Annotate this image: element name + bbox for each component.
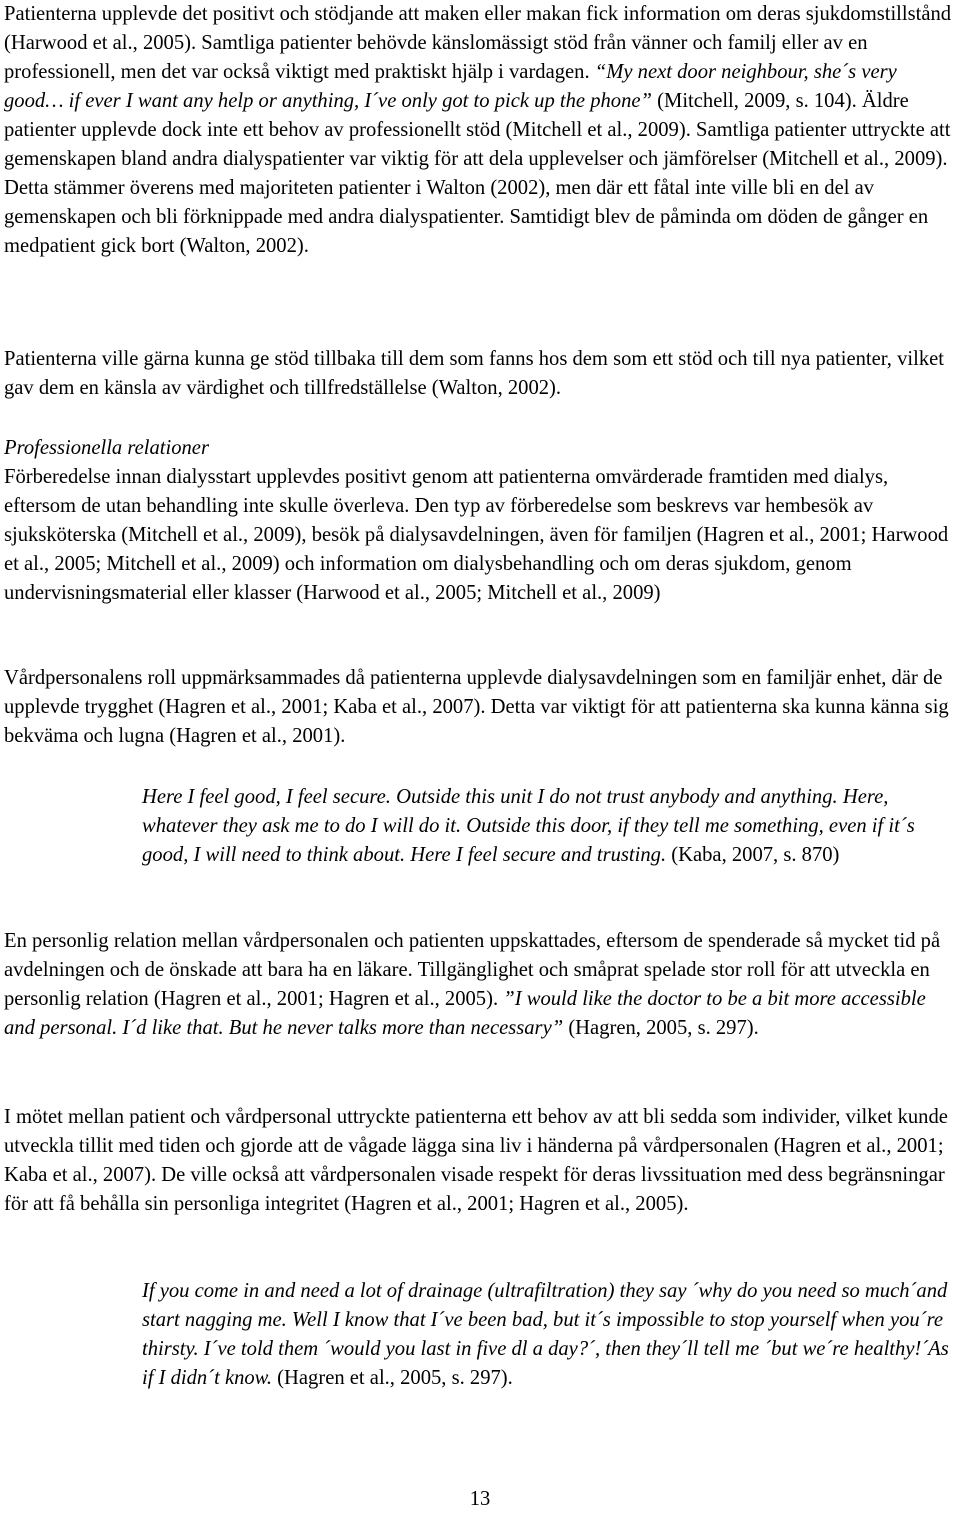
- paragraph-staff-role: Vårdpersonalens roll uppmärksammades då patienterna upplevde dialysavdelningen som en familjär enhet, där de upplevde trygghet (Hagren et al., 2001; Kaba et al., 2007). Detta var viktigt för att patienterna ska kunna känna sig bekväma och lugna (Hagren et al., 2001).: [4, 667, 949, 747]
- italic-quote: ”I would like the doctor to be a bit more accessible and personal. I´d like that. But he never talks more than necessary”: [4, 988, 926, 1039]
- block-quote-kaba: [142, 783, 958, 870]
- paragraph-text: (Hagren, 2005, s. 297).: [563, 1017, 759, 1039]
- quote-text: If you come in and need a lot of drainage (ultrafiltration) they say ´why do you need so much´and start nagging me. Well I know that I´ve been bad, but it´s impossible to stop yourself when you´re thirsty. I´ve told them ´would you last in five dl a day?´, then they´ll tell me ´but we´re healthy!´As if I didn´t know.: [142, 1280, 949, 1389]
- paragraph-text: Patienterna upplevde det positivt och stödjande att maken eller makan fick information om deras sjukdomstillstånd (Harwood et al., 2005). Samtliga patienter behövde känslomässigt stöd från vänner och familj eller av en professionell, men det var också viktigt med praktiskt hjälp i vardagen.: [4, 3, 952, 83]
- block-quote-hagren: [142, 1277, 958, 1393]
- quote-citation: (Kaba, 2007, s. 870): [666, 844, 840, 866]
- paragraph-meeting: I mötet mellan patient och vårdpersonal uttryckte patienterna ett behov av att bli sedda som individer, vilket kunde utveckla tillit med tiden och gjorde att de vågade lägga sina liv i händerna på vårdpersonalen (Hagren et al., 2001; Kaba et al., 2007). De ville också att vårdpersonalen visade respekt för deras livssituation med dess begränsningar för att få behålla sin personliga integritet (Hagren et al., 2001; Hagren et al., 2005).: [4, 1106, 948, 1215]
- paragraph-text: En personlig relation mellan vårdpersonalen och patienten uppskattades, eftersom de spenderade så mycket tid på avdelningen och de önskade att bara ha en läkare. Tillgänglighet och småprat spelade stor roll för att utveckla en personlig relation (Hagren et al., 2001; Hagren et al., 2005).: [4, 930, 941, 1010]
- paragraph-text: (Mitchell, 2009, s. 104). Äldre patienter upplevde dock inte ett behov av professionellt stöd (Mitchell et al., 2009). Samtliga patienter uttryckte att gemenskapen bland andra dialyspatienter var viktig för att dela upplevelser och jämförelser (Mitchell et al., 2009). Detta stämmer överens med majoriteten patienter i Walton (2002), men där ett fåtal inte ville bli en del av gemenskapen och bli förknippade med andra dialyspatienter. Samtidigt blev de påminda om döden de gånger en medpatient gick bort (Walton, 2002).: [4, 90, 951, 257]
- paragraph-give-support: Patienterna ville gärna kunna ge stöd tillbaka till dem som fanns hos dem som ett stöd och till nya patienter, vilket gav dem en känsla av värdighet och tillfredställelse (Walton, 2002).: [4, 348, 944, 399]
- quote-text: Here I feel good, I feel secure. Outside this unit I do not trust anybody and anything. Here, whatever they ask me to do I will do it. Outside this door, if they tell me something, even if it´s good, I will need to think about. Here I feel secure and trusting.: [142, 786, 915, 866]
- heading-text: Professionella relationer: [4, 437, 209, 459]
- section-heading: [4, 434, 958, 463]
- paragraph-preparation: Förberedelse innan dialysstart upplevdes positivt genom att patienterna omvärderade framtiden med dialys, eftersom de utan behandling inte skulle överleva. Den typ av förberedelse som beskrevs var hembesök av sjuksköterska (Mitchell et al., 2009), besök på dialysavdelningen, även för familjen (Hagren et al., 2001; Harwood et al., 2005; Mitchell et al., 2009) och information om dialysbehandling och om deras sjukdom, genom undervisningsmaterial eller klasser (Harwood et al., 2005; Mitchell et al., 2009): [4, 466, 949, 604]
- quote-citation: (Hagren et al., 2005, s. 297).: [272, 1367, 513, 1389]
- paragraph-personal-relation: [4, 927, 958, 1043]
- page-number: 13: [469, 1488, 491, 1510]
- paragraph-support: [4, 0, 958, 261]
- italic-quote: “My next door neighbour, she´s very good… if ever I want any help or anything, I´ve only got to pick up the phone”: [4, 61, 897, 112]
